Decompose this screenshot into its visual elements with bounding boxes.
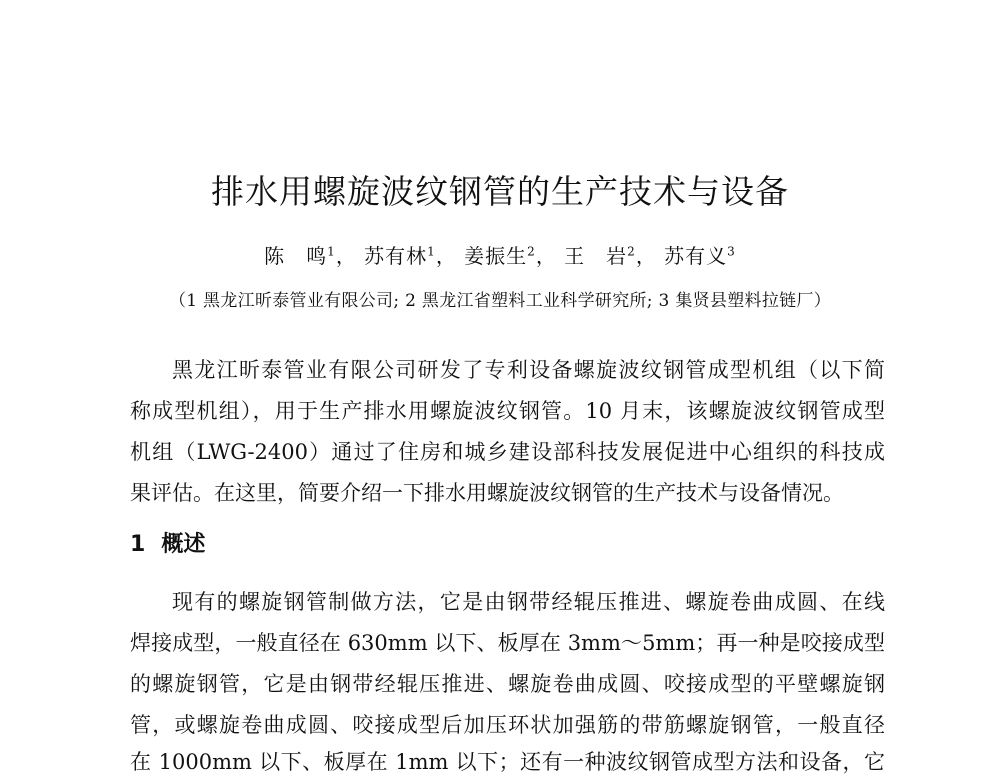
author-list [0,240,1000,269]
body-line: 现有的螺旋钢管制做方法，它是由钢带经辊压推进、螺旋卷曲成圆、在线 [172,590,885,614]
abstract-line: 机组（LWG-2400）通过了住房和城乡建设部科技发展促进中心组织的科技成 [130,440,885,464]
affiliation: （1 黑龙江昕泰管业有限公司; 2 黑龙江省塑料工业科学研究所; 3 集贤县塑料拉链厂） [168,291,832,311]
abstract-line: 黑龙江昕泰管业有限公司研发了专利设备螺旋波纹钢管成型机组（以下简 [172,358,885,382]
section-title: 概述 [161,532,206,557]
section-heading [130,527,205,558]
author: 苏有义$^3$ [664,244,736,268]
abstract-line: 称成型机组），用于生产排水用螺旋波纹钢管。10 月末，该螺旋波纹钢管成型 [130,399,885,423]
author: 王 岩$^2$， [564,244,657,268]
body-line: 在 1000mm 以下、板厚在 1mm 以下；还有一种波纹钢管成型方法和设备，它 [130,750,885,774]
page-title: 排水用螺旋波纹钢管的生产技术与设备 [211,172,789,211]
author: 姜振生$^2$， [464,244,557,268]
body-line: 管，或螺旋卷曲成圆、咬接成型后加压环状加强筋的带筋螺旋钢管，一般直径 [130,713,885,737]
author: 陈 鸣$^1$， [264,244,357,268]
body-line: 焊接成型，一般直径在 630mm 以下、板厚在 3mm～5mm；再一种是咬接成型 [130,631,885,655]
body-line: 的螺旋钢管，它是由钢带经辊压推进、螺旋卷曲成圆、咬接成型的平壁螺旋钢 [130,672,885,696]
section-number: 1 [130,532,146,557]
author: 苏有林$^1$， [364,244,457,268]
abstract-line: 果评估。在这里，简要介绍一下排水用螺旋波纹钢管的生产技术与设备情况。 [130,481,844,505]
